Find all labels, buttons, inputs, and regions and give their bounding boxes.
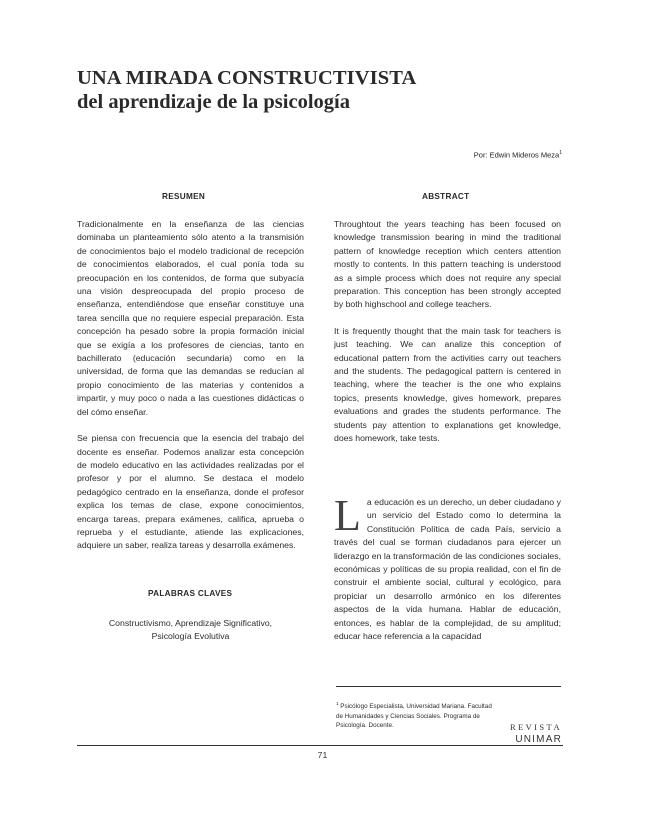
abstract-paragraph: Throughtout the years teaching has been focused on knowledge transmission bearing in mind the traditional pattern of knowledge reception which centers attention mostly to contents. In this pattern teaching is understood as a simple process which does not require any special preparation. This conception has been strongly accepted by both highschool and college teachers. xyxy=(334,219,561,310)
journal-brand-unimar: UNIMAR xyxy=(511,734,562,745)
author-name: Por: Edwin Mideros Meza xyxy=(473,150,560,160)
abstract-paragraph: It is frequently thought that the main task for teachers is just teaching. We can analize this conception of educational pattern from the activities carry out teachers and the students. The pedagogical pattern is centered in teaching, where the teacher is the one who explains topics, presents knowledge, gives homework, prepares evaluations and grades the students performance. The students pay attention to explanations get knowledge, does homework, take tests. xyxy=(334,325,561,444)
body-paragraph xyxy=(334,491,561,643)
footnote-divider xyxy=(336,686,561,687)
journal-brand-revista: REVISTA xyxy=(509,722,562,732)
footnote-line: Psicólogo Especialista, Universidad Mariana. Facultad xyxy=(340,703,492,711)
keywords-heading: PALABRAS CLAVES xyxy=(148,589,233,598)
footnote-marker: 1 xyxy=(336,701,339,706)
footnote-line: Psicología. Docente. xyxy=(336,721,394,729)
footer-rule xyxy=(77,745,563,746)
body-column xyxy=(334,491,561,643)
resumen-paragraph: Tradicionalmente en la enseñanza de las ciencias dominaba un planteamiento sólo atento a la transmisión de conocimientos bajo el modelo tradicional de recepción de conocimientos elaborados, el cual ponía toda su preocupación en los contenidos, de forma que subyacía una visión despreocupada del propio proceso de enseñanza, entendiéndose que enseñar constituye una tarea sencilla que no requiere especial preparación. Esta concepción ha pesado sobre la propia formación inicial que se exigía a los profesores de ciencias, tanto en bachillerato (educación secundaria) como en la universidad, de forma que las demandas se reducían al propio conocimiento de las materias y contenidos a impartir, y muy poco o nada a las cuestiones didácticas o del cómo enseñar. xyxy=(77,219,304,417)
author-byline xyxy=(474,150,562,160)
resumen-paragraph: Se piensa con frecuencia que la esencia del trabajo del docente es enseñar. Podemos analizar esta concepción de modelo educativo en las actividades realizadas por el profesor y por el alumno. Se destaca el modelo pedagógico centrado en la enseñanza, donde el profesor explica los temas de clase, expone conocimientos, encarga tareas, prepara exámenes, califica, aprueba o reprueba y el estudiante, atiende las explicaciones, adquiere un saber, realiza tareas y desarrolla exámenes. xyxy=(77,433,304,551)
page-number: 71 xyxy=(317,750,328,760)
keywords-list xyxy=(77,617,304,644)
article-title-line2: del aprendizaje de la psicología xyxy=(77,91,350,113)
resumen-column xyxy=(77,218,304,553)
keywords-line: Constructivismo, Aprendizaje Significativo, xyxy=(108,618,273,628)
body-text: a educación es un derecho, un deber ciudadano y un servicio del Estado como lo determina la Constitución Política de cada País, servicio a través del cual se forman ciudadanos para ejercer un liderazgo en la transformación de las condiciones sociales, económicas y políticas de su propia realidad, con el fin de construir el ambiente social, cultural y ecológico, para propiciar un desarrollo armónico en los diferentes aspectos de la vida humana. Hablar de educación, entonces, es hablar de la complejidad, de su amplitud; educar hace referencia a la capacidad xyxy=(334,497,561,642)
article-title-line1: UNA MIRADA CONSTRUCTIVISTA xyxy=(77,67,417,89)
drop-cap: L xyxy=(334,491,361,540)
author-footnote-marker: 1 xyxy=(559,150,562,156)
resumen-heading: RESUMEN xyxy=(162,192,206,201)
keywords-line: Psicología Evolutiva xyxy=(151,631,230,642)
abstract-column xyxy=(334,218,561,446)
footnote-line: de Humanidades y Ciencias Sociales. Programa de xyxy=(336,712,480,720)
abstract-heading: ABSTRACT xyxy=(422,192,470,201)
